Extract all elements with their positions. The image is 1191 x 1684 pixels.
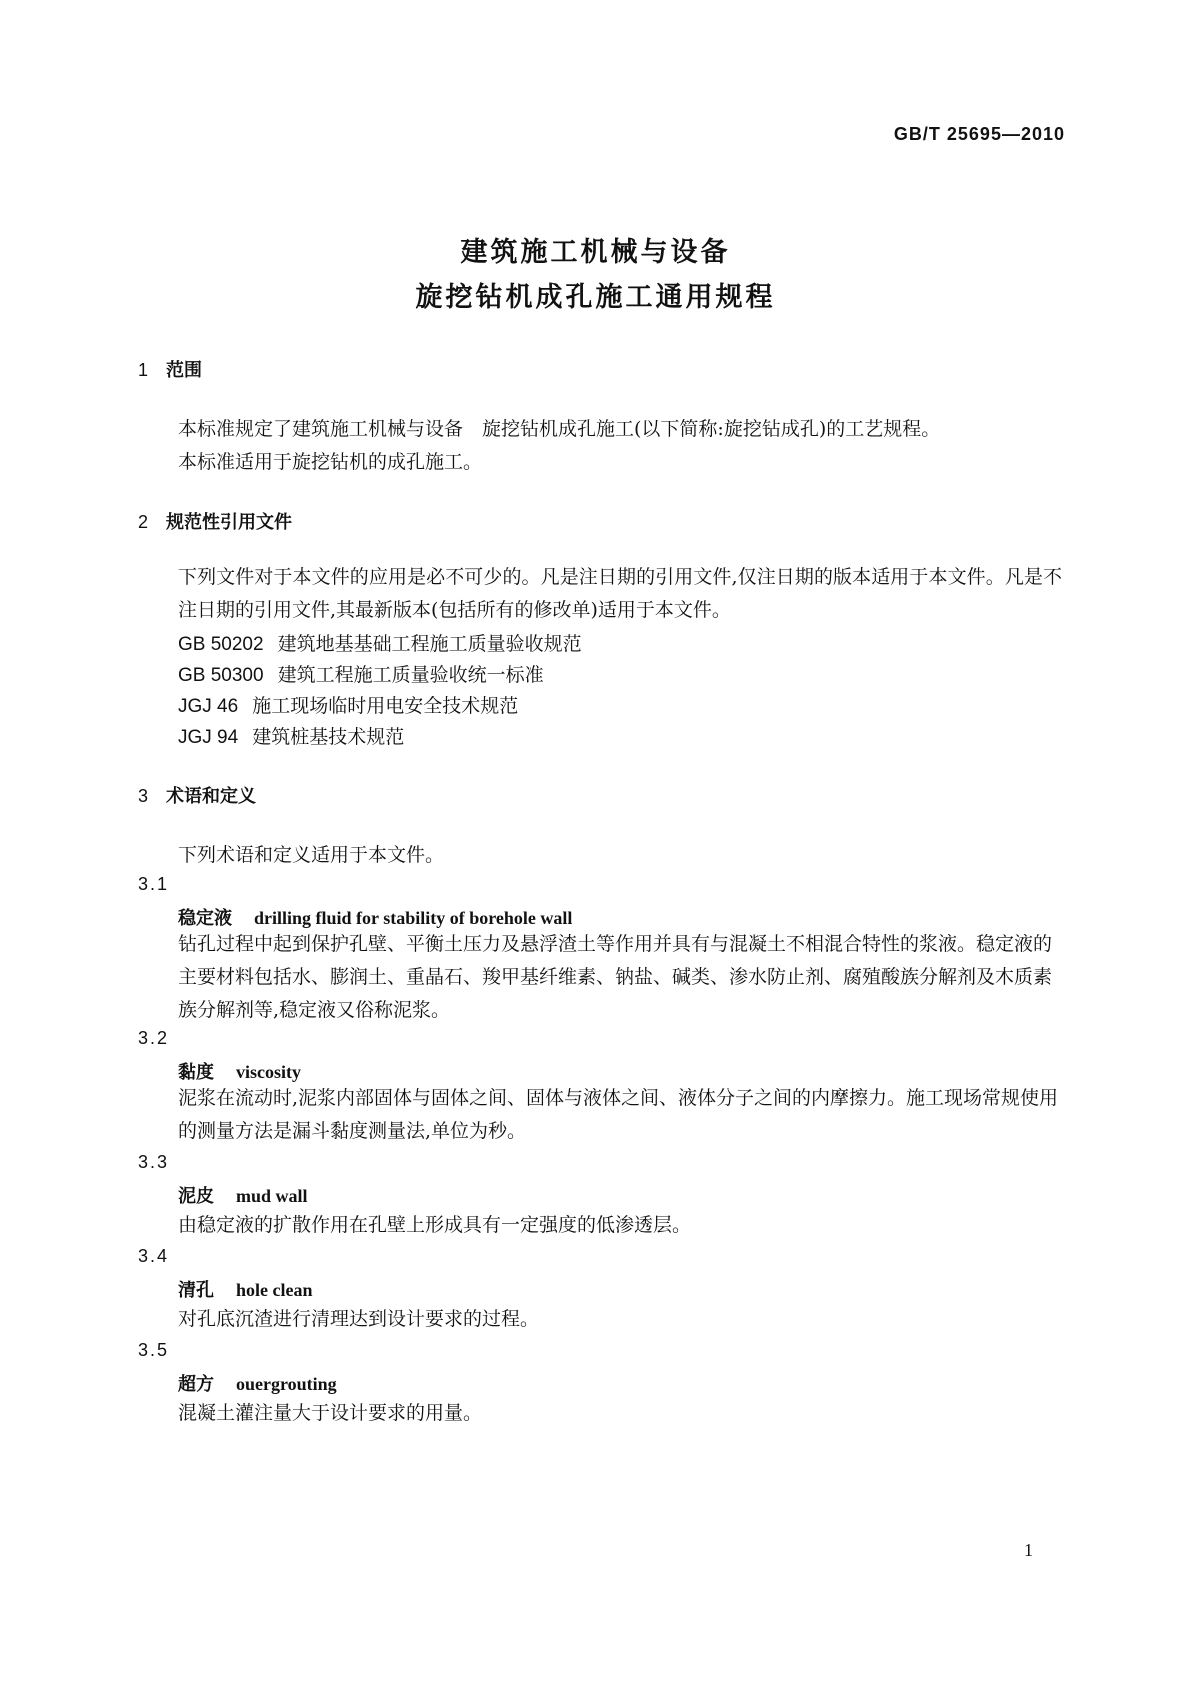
clause-number: 3.4 xyxy=(138,1246,170,1266)
term-definition: 由稳定液的扩散作用在孔壁上形成具有一定强度的低渗透层。 xyxy=(178,1214,692,1236)
reference-item xyxy=(178,691,518,718)
term-en: ouergrouting xyxy=(236,1374,337,1394)
term-en: hole clean xyxy=(236,1280,313,1300)
term-definition-text: 钻孔过程中起到保护孔壁、平衡土压力及悬浮渣土等作用并具有与混凝土不相混合特性的浆液。稳定液的主要材料包括水、膨润土、重晶石、羧甲基纤维素、钠盐、碱类、渗水防止剂、腐殖酸族分解剂及木质素族分解剂等,稳定液又俗称泥浆。 xyxy=(178,933,1053,1021)
reference-code: JGJ 46 xyxy=(178,696,239,717)
reference-item xyxy=(178,722,404,749)
term-definition: 对孔底沉渣进行清理达到设计要求的过程。 xyxy=(178,1308,540,1330)
term-zh: 超方 xyxy=(178,1374,214,1395)
reference-code: JGJ 94 xyxy=(178,727,239,748)
term-zh: 稳定液 xyxy=(178,908,232,929)
page-number: 1 xyxy=(1024,1540,1033,1560)
term-definition-text: 泥浆在流动时,泥浆内部固体与固体之间、固体与液体之间、液体分子之间的内摩擦力。施工现场常规使用的测量方法是漏斗黏度测量法,单位为秒。 xyxy=(178,1087,1059,1142)
term-en: viscosity xyxy=(236,1062,301,1082)
term-heading xyxy=(178,904,572,930)
reference-title: 建筑桩基技术规范 xyxy=(252,726,405,748)
clause-number: 3.2 xyxy=(138,1028,170,1048)
document-title-line-1: 建筑施工机械与设备 xyxy=(460,237,731,268)
clause-number: 3.3 xyxy=(138,1152,170,1172)
term-heading xyxy=(178,1058,301,1084)
standard-number: GB/T 25695—2010 xyxy=(893,124,1065,144)
section-heading-references xyxy=(138,508,292,534)
section-title: 范围 xyxy=(166,360,202,381)
term-en: drilling fluid for stability of borehole wall xyxy=(254,908,573,928)
term-heading xyxy=(178,1182,308,1208)
section-title: 术语和定义 xyxy=(166,786,256,807)
references-intro-text: 下列文件对于本文件的应用是必不可少的。凡是注日期的引用文件,仅注日期的版本适用于本文件。凡是不注日期的引用文件,其最新版本(包括所有的修改单)适用于本文件。 xyxy=(178,566,1062,621)
section-heading-terms xyxy=(138,782,256,808)
term-definition xyxy=(138,1082,1062,1148)
section-number: 1 xyxy=(138,360,149,380)
reference-code: GB 50202 xyxy=(178,634,264,655)
section-title: 规范性引用文件 xyxy=(166,512,292,533)
reference-item xyxy=(178,660,544,687)
section-number: 3 xyxy=(138,786,149,806)
term-definition xyxy=(138,928,1062,1027)
reference-code: GB 50300 xyxy=(178,665,264,686)
terms-intro: 下列术语和定义适用于本文件。 xyxy=(178,844,445,866)
reference-title: 建筑地基基础工程施工质量验收规范 xyxy=(277,633,582,655)
term-heading xyxy=(178,1370,337,1396)
section-heading-scope xyxy=(138,356,202,382)
term-en: mud wall xyxy=(236,1186,308,1206)
scope-paragraph-2: 本标准适用于旋挖钻机的成孔施工。 xyxy=(178,451,483,473)
references-intro xyxy=(138,561,1062,627)
reference-item xyxy=(178,629,582,656)
term-heading xyxy=(178,1276,313,1302)
term-definition: 混凝土灌注量大于设计要求的用量。 xyxy=(178,1402,483,1424)
document-title-line-2: 旋挖钻机成孔施工通用规程 xyxy=(415,282,776,313)
clause-number: 3.1 xyxy=(138,874,170,894)
term-zh: 黏度 xyxy=(178,1062,214,1083)
reference-title: 建筑工程施工质量验收统一标准 xyxy=(277,664,544,686)
reference-title: 施工现场临时用电安全技术规范 xyxy=(252,695,519,717)
section-number: 2 xyxy=(138,512,149,532)
clause-number: 3.5 xyxy=(138,1340,170,1360)
scope-paragraph-1: 本标准规定了建筑施工机械与设备 旋挖钻机成孔施工(以下简称:旋挖钻成孔)的工艺规程。 xyxy=(178,418,941,440)
term-zh: 清孔 xyxy=(178,1280,214,1301)
term-zh: 泥皮 xyxy=(178,1186,214,1207)
